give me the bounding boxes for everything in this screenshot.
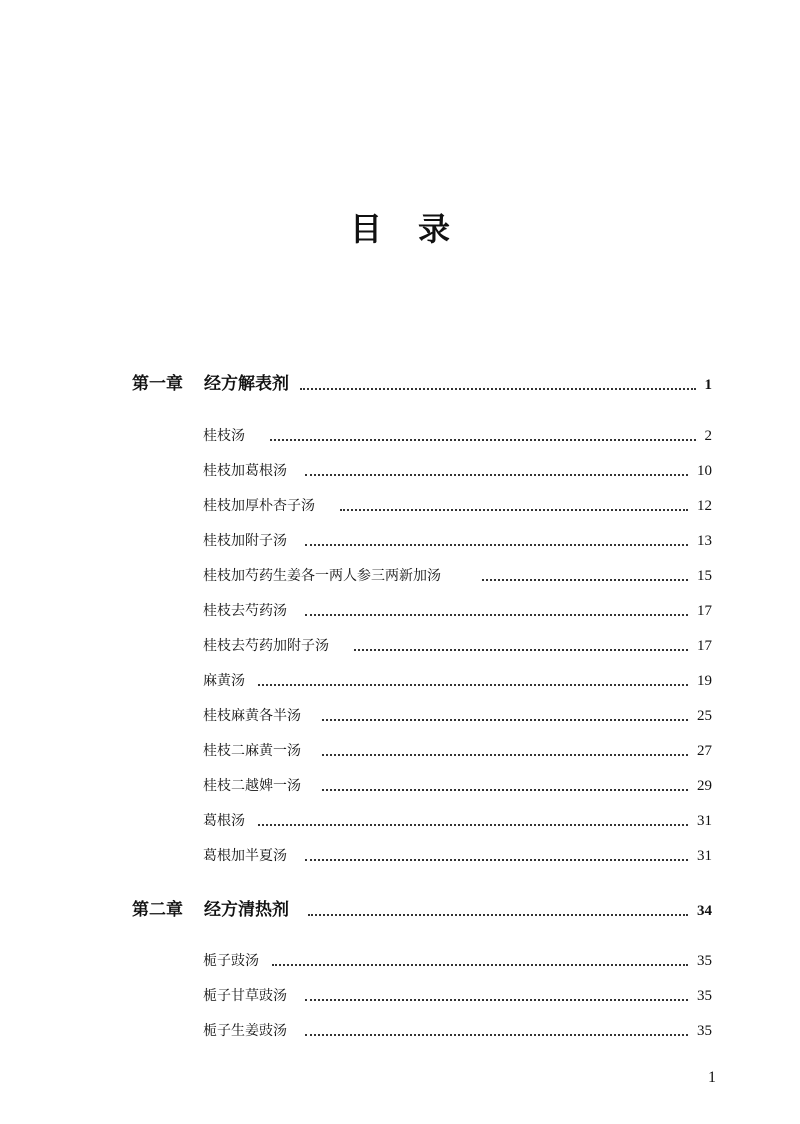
leader-dots xyxy=(305,999,688,1001)
entry-title: 桂枝去芍药加附子汤 xyxy=(203,638,329,654)
entry-page: 35 xyxy=(697,988,712,1004)
leader-dots xyxy=(354,649,688,651)
leader-dots xyxy=(322,789,688,791)
entry-page: 15 xyxy=(697,568,712,584)
toc-entry[interactable] xyxy=(0,808,800,832)
entry-title: 桂枝二越婢一汤 xyxy=(203,778,301,794)
leader-dots xyxy=(258,824,688,826)
entry-title: 桂枝去芍药汤 xyxy=(203,603,287,619)
entry-title: 桂枝加葛根汤 xyxy=(203,463,287,479)
entry-title: 葛根汤 xyxy=(203,813,245,829)
leader-dots xyxy=(322,719,688,721)
toc-entry[interactable] xyxy=(0,1018,800,1042)
entry-title: 桂枝加芍药生姜各一两人参三两新加汤 xyxy=(203,568,441,584)
leader-dots xyxy=(305,474,688,476)
toc-entry[interactable] xyxy=(0,633,800,657)
entry-page: 2 xyxy=(704,428,712,444)
entry-page: 35 xyxy=(697,1023,712,1039)
leader-dots xyxy=(340,509,688,511)
toc-entry[interactable] xyxy=(0,738,800,762)
entry-page: 29 xyxy=(697,778,712,794)
toc-chapter-1[interactable] xyxy=(0,372,800,396)
leader-dots xyxy=(305,544,688,546)
toc-entry[interactable] xyxy=(0,528,800,552)
toc-entry[interactable] xyxy=(0,493,800,517)
entry-page: 35 xyxy=(697,953,712,969)
entry-title: 栀子豉汤 xyxy=(203,953,259,969)
toc-title xyxy=(0,205,800,253)
entry-title: 桂枝汤 xyxy=(203,428,245,444)
toc-entry[interactable] xyxy=(0,423,800,447)
leader-dots xyxy=(308,914,688,916)
entry-page: 12 xyxy=(697,498,712,514)
chapter-number: 第一章 xyxy=(132,374,183,394)
entry-page: 17 xyxy=(697,603,712,619)
entry-page: 13 xyxy=(697,533,712,549)
chapter-title: 经方清热剂 xyxy=(204,900,289,920)
chapter-page: 34 xyxy=(697,903,712,919)
leader-dots xyxy=(482,579,688,581)
chapter-page: 1 xyxy=(704,377,712,393)
toc-entry[interactable] xyxy=(0,668,800,692)
toc-chapter-2[interactable] xyxy=(0,898,800,922)
entry-title: 桂枝麻黄各半汤 xyxy=(203,708,301,724)
toc-entry[interactable] xyxy=(0,983,800,1007)
entry-page: 10 xyxy=(697,463,712,479)
entry-title: 桂枝加厚朴杏子汤 xyxy=(203,498,315,514)
toc-title-char-2: 录 xyxy=(418,210,451,248)
leader-dots xyxy=(258,684,688,686)
chapter-title: 经方解表剂 xyxy=(204,374,289,394)
entry-title: 栀子生姜豉汤 xyxy=(203,1023,287,1039)
leader-dots xyxy=(305,859,688,861)
entry-page: 17 xyxy=(697,638,712,654)
entry-title: 麻黄汤 xyxy=(203,673,245,689)
leader-dots xyxy=(322,754,688,756)
entry-page: 25 xyxy=(697,708,712,724)
entry-page: 31 xyxy=(697,813,712,829)
toc-entry[interactable] xyxy=(0,948,800,972)
leader-dots xyxy=(305,614,688,616)
entry-title: 栀子甘草豉汤 xyxy=(203,988,287,1004)
leader-dots xyxy=(305,1034,688,1036)
entry-page: 19 xyxy=(697,673,712,689)
leader-dots xyxy=(272,964,688,966)
page-number: 1 xyxy=(708,1069,716,1086)
toc-title-char-1: 目 xyxy=(349,210,382,248)
toc-entry[interactable] xyxy=(0,843,800,867)
leader-dots xyxy=(300,388,696,390)
entry-title: 桂枝二麻黄一汤 xyxy=(203,743,301,759)
chapter-number: 第二章 xyxy=(132,900,183,920)
toc-entry[interactable] xyxy=(0,703,800,727)
toc-entry[interactable] xyxy=(0,598,800,622)
leader-dots xyxy=(270,439,696,441)
entry-page: 31 xyxy=(697,848,712,864)
entry-title: 葛根加半夏汤 xyxy=(203,848,287,864)
entry-title: 桂枝加附子汤 xyxy=(203,533,287,549)
toc-entry[interactable] xyxy=(0,773,800,797)
toc-entry[interactable] xyxy=(0,458,800,482)
toc-entry[interactable] xyxy=(0,563,800,587)
entry-page: 27 xyxy=(697,743,712,759)
